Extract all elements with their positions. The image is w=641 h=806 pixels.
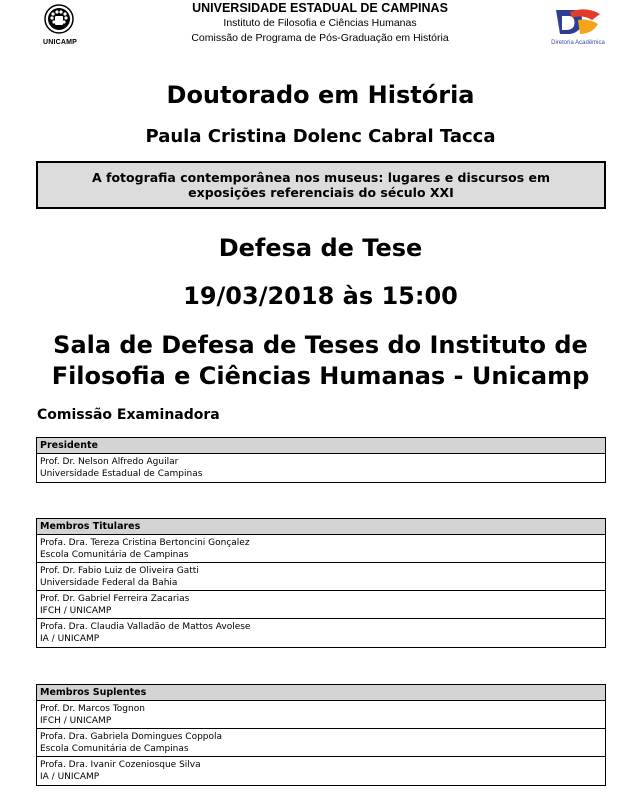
program-title: Doutorado em História xyxy=(166,81,475,109)
member-institution: Escola Comunitária de Campinas xyxy=(40,744,189,754)
member-institution: Universidade Federal da Bahia xyxy=(40,578,178,588)
table-row xyxy=(37,454,605,482)
suplentes-table xyxy=(36,684,606,786)
defense-datetime: 19/03/2018 às 15:00 xyxy=(183,282,458,310)
member-institution: IA / UNICAMP xyxy=(40,772,100,782)
member-name: Profa. Dra. Gabriela Domingues Coppola xyxy=(40,732,223,742)
thesis-title-box xyxy=(36,161,606,209)
commission-name: Comissão de Programa de Pós-Graduação em História xyxy=(191,32,449,44)
thesis-title: A fotografia contemporânea nos museus: lugares e discursos em exposições referenciais do século XXI xyxy=(92,170,550,200)
unicamp-logo xyxy=(38,4,82,50)
member-name: Profa. Dra. Tereza Cristina Bertoncini Gonçalez xyxy=(40,538,250,548)
titulares-table xyxy=(36,518,606,648)
member-institution: IA / UNICAMP xyxy=(40,634,100,644)
defense-room: Sala de Defesa de Teses do Instituto de Filosofia e Ciências Humanas - Unicamp xyxy=(51,331,590,390)
table-row xyxy=(37,535,605,563)
header-text xyxy=(150,1,490,46)
suplentes-heading: Membros Suplentes xyxy=(37,685,605,701)
diretoria-logo-text: Diretoria Acadêmica xyxy=(551,40,605,46)
unicamp-logo-icon xyxy=(40,4,78,38)
university-name: UNIVERSIDADE ESTADUAL DE CAMPINAS xyxy=(192,1,448,15)
table-row xyxy=(37,563,605,591)
member-institution: IFCH / UNICAMP xyxy=(40,606,112,616)
diretoria-logo xyxy=(548,6,608,50)
member-name: Prof. Dr. Marcos Tognon xyxy=(40,704,145,714)
defense-heading: Defesa de Tese xyxy=(218,234,423,262)
unicamp-logo-text: UNICAMP xyxy=(42,39,78,46)
document-header xyxy=(0,0,641,56)
diretoria-logo-icon xyxy=(548,6,608,40)
member-institution: IFCH / UNICAMP xyxy=(40,716,112,726)
member-institution: Universidade Estadual de Campinas xyxy=(40,469,203,479)
member-name: Profa. Dra. Claudia Valladão de Mattos Avolese xyxy=(40,622,251,632)
president-table xyxy=(36,437,606,483)
member-name: Prof. Dr. Fabio Luiz de Oliveira Gatti xyxy=(40,566,199,576)
titulares-heading: Membros Titulares xyxy=(37,519,605,535)
student-name: Paula Cristina Dolenc Cabral Tacca xyxy=(145,126,496,147)
member-name: Prof. Dr. Nelson Alfredo Aguilar xyxy=(40,457,179,467)
institute-name: Instituto de Filosofia e Ciências Humanas xyxy=(223,17,417,29)
committee-title: Comissão Examinadora xyxy=(37,407,220,423)
member-name: Profa. Dra. Ivanir Cozeniosque Silva xyxy=(40,760,201,770)
table-row xyxy=(37,619,605,647)
president-heading: Presidente xyxy=(37,438,605,454)
table-row xyxy=(37,591,605,619)
table-row xyxy=(37,729,605,757)
member-name: Prof. Dr. Gabriel Ferreira Zacarias xyxy=(40,594,190,604)
member-institution: Escola Comunitária de Campinas xyxy=(40,550,189,560)
table-row xyxy=(37,701,605,729)
table-row xyxy=(37,757,605,785)
